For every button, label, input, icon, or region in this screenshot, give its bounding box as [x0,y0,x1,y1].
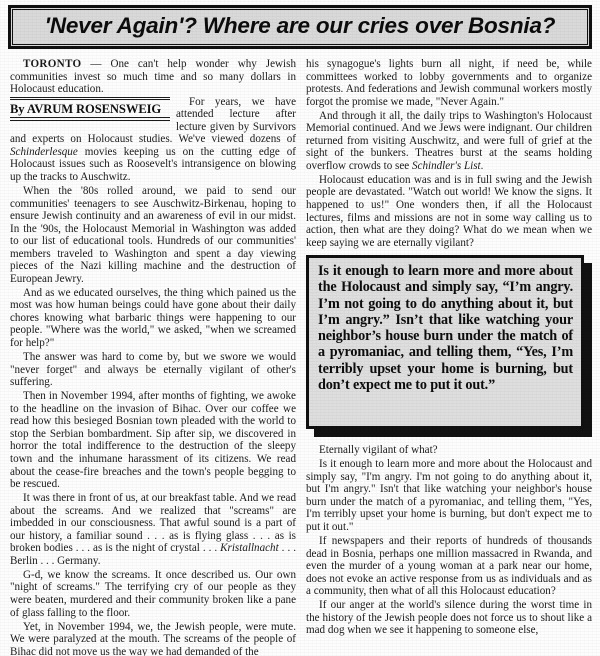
byline-author: By AVRUM ROSENSWEIG [10,101,162,116]
paragraph-text: And through it all, the daily trips to Washington's Holocaust Memorial continued. And we Jews were indignant. Our children returned from visiting Auschwitz, and were full of grief at the sight of the bunkers. Theatres burst at the seams holding overflow crowds to see [306,109,592,172]
paragraph-text-after: . [480,159,484,172]
paragraph: Then in November 1994, after months of fighting, we awoke to the headline on the invasion of Bihac. Over our coffee we read how this besieged Bosnian town pleaded with the world to stop the Serbian bombardment. Sip after sip, we discovered in horror the total indifference to the destruction of the sleepy town and the inhumane harassment of its citizens. We read about the cease-fire breaches and the town's people begging to be rescued. [10,390,296,491]
paragraph: Yet, in November 1994, we, the Jewish people, were mute. We were paralyzed at the mouth. The screams of the people of Bihac did not move us the way we had demanded of the [10,620,296,656]
pullquote-box [306,255,584,429]
paragraph [306,110,592,173]
paragraph: If our anger at the world's silence during the worst time in the history of the Jewish people does not force us to shout like a mad dog when we see it happening to someone else, [306,599,592,637]
column-right [306,58,592,656]
paragraph [10,492,296,567]
paragraph-text: It was there in front of us, at our breakfast table. And we read about the screams. And we realized that "screams" are imbedded in our consciousness. That awful sound is a part of our history, a familiar sound . . . as is flying glass . . . as is broken bodies . . . as is the night of crystal . . . [10,492,296,555]
byline [10,97,170,121]
paragraph: Holocaust education was and is in full swing and the Jewish people are devastated. "Watch out world! We know the signs. It happened to us!" One wonders then, if all the Holocaust lectures, films and missions are not in some way calling us to action, then what are they doing? What do we mean when we keep saying we are eternally vigilant? [306,173,592,249]
italic-title: Schindler's List [411,159,481,172]
paragraph-text-after: . . . Berlin . . . Germany. [10,542,296,567]
paragraph: And as we educated ourselves, the thing which pained us the most was how human beings could have gone about their daily chores knowing what barbaric things were happening to our people. "Where was the world," we asked, "when we screamed for help?" [10,286,296,350]
paragraph: When the '80s rolled around, we paid to send our communities' teenagers to see Auschwitz-Birkenau, hoping to ensure Jewish continuity and an awareness of evil in our midst. In the '90s, the Holocaust Memorial in Washington was added to our list of educational tools. Hundreds of our communities' members traveled to Washington and spent a day viewing pieces of the Nazi killing machine and the destruction of European Jewry. [10,184,296,285]
pullquote-text: Is it enough to learn more and more about the Holocaust and simply say, “I’m angry. I’m not going to do anything about it, but I’m angry.” Isn’t that like watching your neighbor’s house burn under the match of a pyromaniac, and telling them, “Yes, I’m terribly upset your home is burning, but don’t expect me to put it out.” [318,263,573,393]
paragraph: The answer was hard to come by, but we swore we would "never forget" and always be eternally vigilant of other's suffering. [10,351,296,389]
column-left [10,58,296,656]
italic-term: Kristallnacht [220,542,279,555]
italic-title: Schinderlesque [10,145,78,158]
paragraph-text: — One can't help wonder why Jewish communities invest so much time and so many dollars in Holocaust education. [10,58,296,96]
paragraph: Is it enough to learn more and more about the Holocaust and simply say, "I'm angry. I'm not going to do anything about it, but I'm angry." Isn't that like watching your neighbor's house burn under the match of a pyromaniac, and telling them, "Yes, I'm terribly upset your home is burning, but don't expect me to put it out." [306,458,592,533]
paragraph: If newspapers and their reports of hundreds of thousands dead in Bosnia, perhaps one million massacred in Rwanda, and even the murder of a young woman at a park near our home, does not evoke an active response from us as individuals and as a community, then what of all this Holocaust education? [306,535,592,598]
page-title: 'Never Again'? Where are our cries over Bosnia? [44,12,556,38]
paragraph-continued: his synagogue's lights burn all night, if need be, while committees worked to lobby governments and to organize protests. And federations and Jewish communal workers mostly forgot the promise we made, "Never Again." [306,58,592,108]
byline-rule-top [10,97,170,101]
pullquote [306,255,592,437]
article-body [10,58,592,656]
paragraph-text: For years, we have attended lecture after lecture given by Survivors and experts on Holocaust studies. We've viewed dozens of [10,95,296,146]
paragraph: Eternally vigilant of what? [319,444,438,457]
paragraph-text-after: movies keeping us on the cutting edge of Holocaust issues such as Roosevelt's intransigence on blowing up the tracks to Auschwitz. [10,145,296,183]
headline-banner-inner [12,9,588,45]
dateline: TORONTO [23,58,82,70]
paragraph: G-d, we know the screams. It once described us. Our own "night of screams." The terrifying cry of our people as they were beaten, murdered and their community broken like a pane of glass falling to the floor. [10,568,296,619]
paragraph-dateline [10,58,296,96]
headline-banner [8,5,592,49]
byline-rule-bottom [10,117,170,121]
